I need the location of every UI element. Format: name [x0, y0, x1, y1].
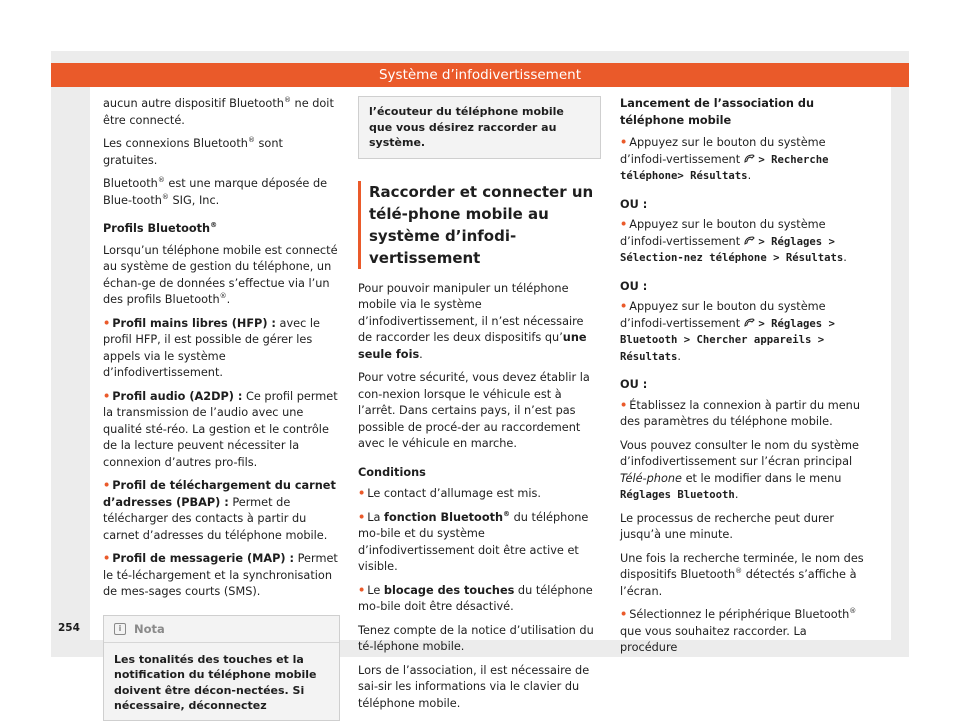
- paragraph: Pour votre sécurité, vous devez établir la con-nexion lorsque le véhicule est à l’arrêt. Dans certains pays, il n’est pas possible de procé-der au raccordement avec le véhicule en marche.: [358, 371, 590, 450]
- paragraph: Tenez compte de la notice d’utilisation du té-léphone mobile.: [358, 623, 594, 653]
- bullet-icon: •: [620, 608, 628, 621]
- list-item: • Profil audio (A2DP) : Ce profil permet la transmission de l’audio avec une qualité sté-réo. La gestion et le contrôle de la lecture peuvent nécessiter la connexion d’autres pro-fils.: [103, 389, 338, 469]
- note-text: Les tonalités des touches et la notification du téléphone mobile doivent être décon-nectées. Si nécessaire, déconnectez: [114, 652, 317, 712]
- column-3: [620, 96, 864, 664]
- page-number: 254: [58, 622, 80, 634]
- note-continuation: l’écouteur du téléphone mobile que vous désirez raccorder au système.: [358, 96, 601, 159]
- bullet-icon: •: [620, 136, 628, 149]
- list-item: • Appuyez sur le bouton du système d’infodi-vertissement > Réglages > Bluetooth > Chercher appareils > Résultats.: [620, 300, 835, 363]
- page-title: Système d’infodivertissement: [51, 63, 909, 87]
- section-heading: Profils Bluetooth®: [103, 221, 218, 235]
- info-icon: i: [114, 623, 126, 635]
- conditions-heading: Conditions: [358, 465, 426, 479]
- bullet-icon: •: [620, 300, 628, 313]
- section-heading: Raccorder et connecter un télé-phone mobile au système d’infodi-vertissement: [358, 181, 601, 269]
- list-item: • Appuyez sur le bouton du système d’infodi-vertissement > Réglages > Sélection-nez téléphone > Résultats.: [620, 218, 847, 264]
- list-item: • Profil de messagerie (MAP) : Permet le té-léchargement et la synchronisation de mes-sages courts (SMS).: [103, 552, 338, 598]
- or-label: OU :: [620, 197, 648, 211]
- paragraph: Lors de l’association, il est nécessaire de sai-sir les informations via le clavier du téléphone mobile.: [358, 663, 590, 710]
- note-box: [103, 615, 340, 721]
- list-item: • Profil mains libres (HFP) : avec le profil HFP, il est possible de gérer les appels via le système d’infodivertissement.: [103, 316, 320, 379]
- paragraph: Bluetooth® est une marque déposée de Blue-tooth® SIG, Inc.: [103, 176, 328, 207]
- list-item: • La fonction Bluetooth® du téléphone mo-bile et du système d’infodivertissement doit être active et visible.: [358, 509, 589, 573]
- paragraph: Pour pouvoir manipuler un téléphone mobile via le système d’infodivertissement, il n’est nécessaire de raccorder les deux dispositifs qu’une seule fois.: [358, 281, 587, 361]
- or-label: OU :: [620, 279, 648, 293]
- bullet-icon: •: [103, 552, 111, 565]
- phone-icon: [744, 236, 755, 245]
- column-1: [103, 96, 340, 721]
- bullet-icon: •: [358, 487, 366, 500]
- bullet-icon: •: [103, 389, 111, 403]
- list-item: • Appuyez sur le bouton du système d’infodi-vertissement > Recherche téléphone> Résultats.: [620, 136, 829, 182]
- list-item: • Le blocage des touches du téléphone mo-bile doit être désactivé.: [358, 583, 593, 613]
- phone-icon: [744, 318, 755, 327]
- note-header: i Nota: [104, 616, 339, 643]
- list-item: • Établissez la connexion à partir du menu des paramètres du téléphone mobile.: [620, 398, 860, 428]
- bullet-icon: •: [358, 510, 366, 524]
- list-item: • Sélectionnez le périphérique Bluetooth® que vous souhaitez raccorder. La procédure: [620, 607, 857, 654]
- paragraph: aucun autre dispositif Bluetooth® ne doit être connecté.: [103, 96, 334, 127]
- section-heading: Lancement de l’association du téléphone mobile: [620, 97, 815, 127]
- paragraph: Lorsqu’un téléphone mobile est connecté au système de gestion du téléphone, un échan-ge de données s’effectue via l’un des profils Bluetooth®.: [103, 243, 338, 306]
- paragraph: Une fois la recherche terminée, le nom des dispositifs Bluetooth® détectés s’affiche à l’écran.: [620, 551, 864, 598]
- bullet-icon: •: [103, 316, 111, 330]
- paragraph: Vous pouvez consulter le nom du système d’infodivertissement sur l’écran principal Télé-phone et le modifier dans le menu Réglages Bluetooth.: [620, 438, 859, 501]
- bullet-icon: •: [103, 479, 111, 492]
- list-item: • Le contact d’allumage est mis.: [358, 487, 541, 500]
- bullet-icon: •: [620, 218, 628, 231]
- column-2: [358, 96, 601, 719]
- paragraph: Les connexions Bluetooth® sont gratuites.: [103, 136, 283, 167]
- phone-icon: [744, 154, 755, 163]
- paragraph: Le processus de recherche peut durer jusqu’à une minute.: [620, 511, 834, 541]
- list-item: • Profil de téléchargement du carnet d’adresses (PBAP) : Permet de télécharger des contacts à partir du carnet d’adresses du téléphone mobile.: [103, 479, 336, 542]
- bullet-icon: •: [358, 583, 366, 597]
- or-label: OU :: [620, 378, 648, 391]
- bullet-icon: •: [620, 398, 628, 412]
